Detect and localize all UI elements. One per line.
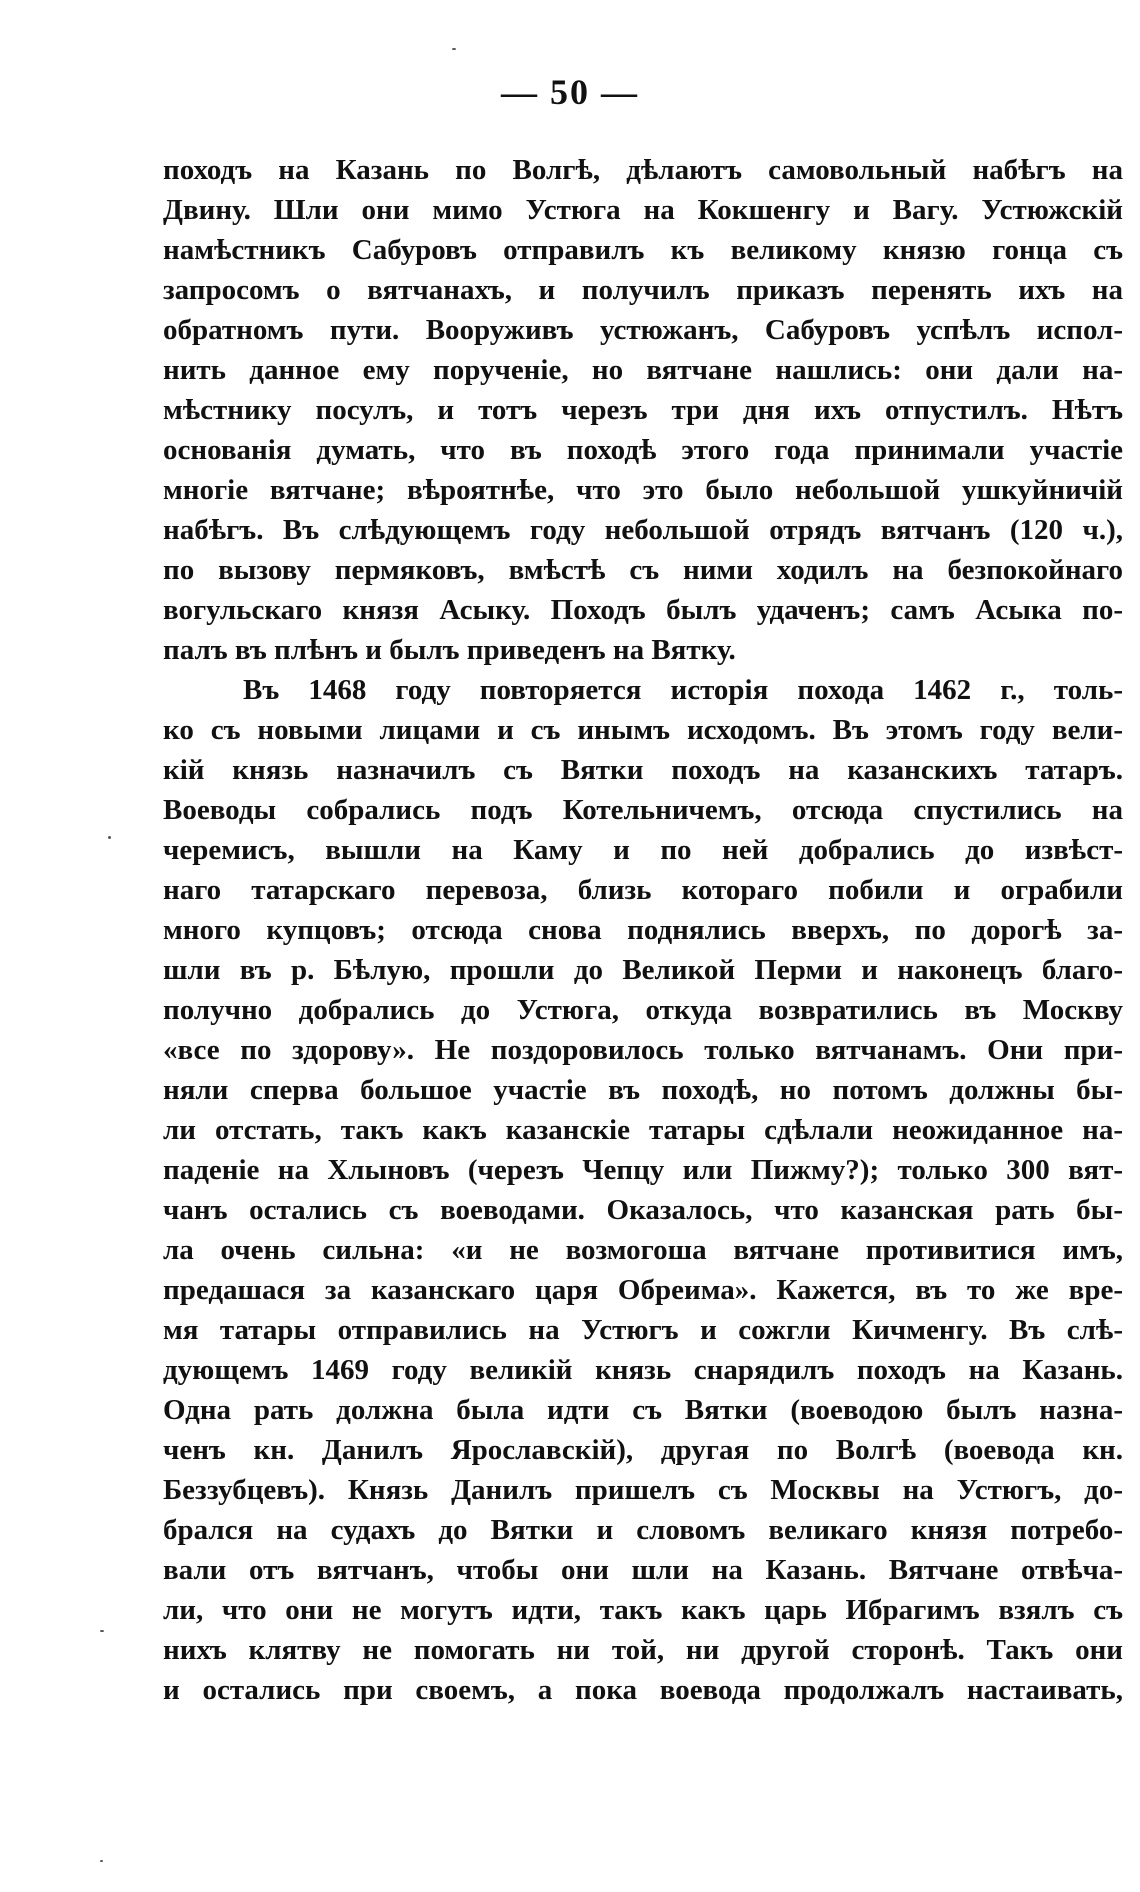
scan-speck: [452, 48, 456, 50]
text-line: походъ на Казань по Волгѣ, дѣлаютъ самовольный набѣгъ на: [163, 154, 1123, 186]
text-line: черемисъ, вышли на Каму и по ней добрались до извѣст-: [163, 834, 1123, 866]
text-line: палъ въ плѣнъ и былъ приведенъ на Вятку.: [163, 634, 736, 666]
text-line: намѣстникъ Сабуровъ отправилъ къ великому князю гонца съ: [163, 234, 1123, 266]
text-line: ли отстать, такъ какъ казанскіе татары сдѣлали неожиданное на-: [163, 1114, 1123, 1146]
text-line: Одна рать должна была идти съ Вятки (воеводою былъ назна-: [163, 1394, 1123, 1426]
text-line: Двину. Шли они мимо Устюга на Кокшенгу и Вагу. Устюжскій: [163, 194, 1123, 226]
text-line: наго татарскаго перевоза, близь котораго побили и ограбили: [163, 874, 1123, 906]
text-line: Въ 1468 году повторяется исторія похода 1462 г., толь-: [243, 674, 1123, 706]
text-line: обратномъ пути. Вооруживъ устюжанъ, Сабуровъ успѣлъ испол-: [163, 314, 1123, 346]
page-number: — 50 —: [501, 72, 639, 112]
text-line: ко съ новыми лицами и съ инымъ исходомъ. Въ этомъ году вели-: [163, 714, 1123, 746]
text-line: много купцовъ; отсюда снова поднялись вверхъ, по дорогѣ за-: [163, 914, 1123, 946]
text-line: по вызову пермяковъ, вмѣстѣ съ ними ходилъ на безпокойнаго: [163, 554, 1123, 586]
text-line: брался на судахъ до Вятки и словомъ великаго князя потребо-: [163, 1514, 1123, 1546]
text-line: ченъ кн. Данилъ Ярославскій), другая по Волгѣ (воевода кн.: [163, 1434, 1123, 1466]
text-line: ла очень сильна: «и не возмогоша вятчане противитися имъ,: [163, 1234, 1123, 1266]
text-line: Беззубцевъ). Князь Данилъ пришелъ съ Москвы на Устюгъ, до-: [163, 1474, 1123, 1506]
text-line: запросомъ о вятчанахъ, и получилъ приказъ перенять ихъ на: [163, 274, 1123, 306]
text-line: вали отъ вятчанъ, чтобы они шли на Казань. Вятчане отвѣча-: [163, 1554, 1123, 1586]
text-line: «все по здорову». Не поздоровилось только вятчанамъ. Они при-: [163, 1034, 1123, 1066]
text-line: основанія думать, что въ походѣ этого года принимали участіе: [163, 434, 1123, 466]
text-line: вогульскаго князя Асыку. Походъ былъ удаченъ; самъ Асыка по-: [163, 594, 1123, 626]
text-line: предашася за казанскаго царя Обреима». Кажется, въ то же вре-: [163, 1274, 1123, 1306]
text-line: набѣгъ. Въ слѣдующемъ году небольшой отрядъ вятчанъ (120 ч.),: [163, 514, 1123, 546]
text-line: кій князь назначилъ съ Вятки походъ на казанскихъ татаръ.: [163, 754, 1123, 786]
scan-speck: [100, 1860, 103, 1862]
text-line: мѣстнику посулъ, и тотъ черезъ три дня ихъ отпустилъ. Нѣтъ: [163, 394, 1123, 426]
text-line: шли въ р. Бѣлую, прошли до Великой Перми и наконецъ благо-: [163, 954, 1123, 986]
text-line: паденіе на Хлыновъ (черезъ Чепцу или Пижму?); только 300 вят-: [163, 1154, 1123, 1186]
text-line: чанъ остались съ воеводами. Оказалось, что казанская рать бы-: [163, 1194, 1123, 1226]
text-line: многіе вятчане; вѣроятнѣе, что это было небольшой ушкуйничій: [163, 474, 1123, 506]
text-line: няли сперва большое участіе въ походѣ, но потомъ должны бы-: [163, 1074, 1123, 1106]
scan-speck: [108, 836, 111, 839]
body-text: [163, 150, 1123, 1710]
text-line: и остались при своемъ, а пока воевода продолжалъ настаивать,: [163, 1674, 1123, 1706]
text-line: получно добрались до Устюга, откуда возвратились въ Москву: [163, 994, 1123, 1026]
text-line: дующемъ 1469 году великій князь снарядилъ походъ на Казань.: [163, 1354, 1123, 1386]
text-line: мя татары отправились на Устюгъ и сожгли Кичменгу. Въ слѣ-: [163, 1314, 1123, 1346]
text-line: ли, что они не могутъ идти, такъ какъ царь Ибрагимъ взялъ съ: [163, 1594, 1123, 1626]
text-line: Воеводы собрались подъ Котельничемъ, отсюда спустились на: [163, 794, 1123, 826]
scan-speck: [100, 1630, 104, 1632]
text-line: нихъ клятву не помогать ни той, ни другой сторонѣ. Такъ они: [163, 1634, 1123, 1666]
text-line: нить данное ему порученіе, но вятчане нашлись: они дали на-: [163, 354, 1123, 386]
